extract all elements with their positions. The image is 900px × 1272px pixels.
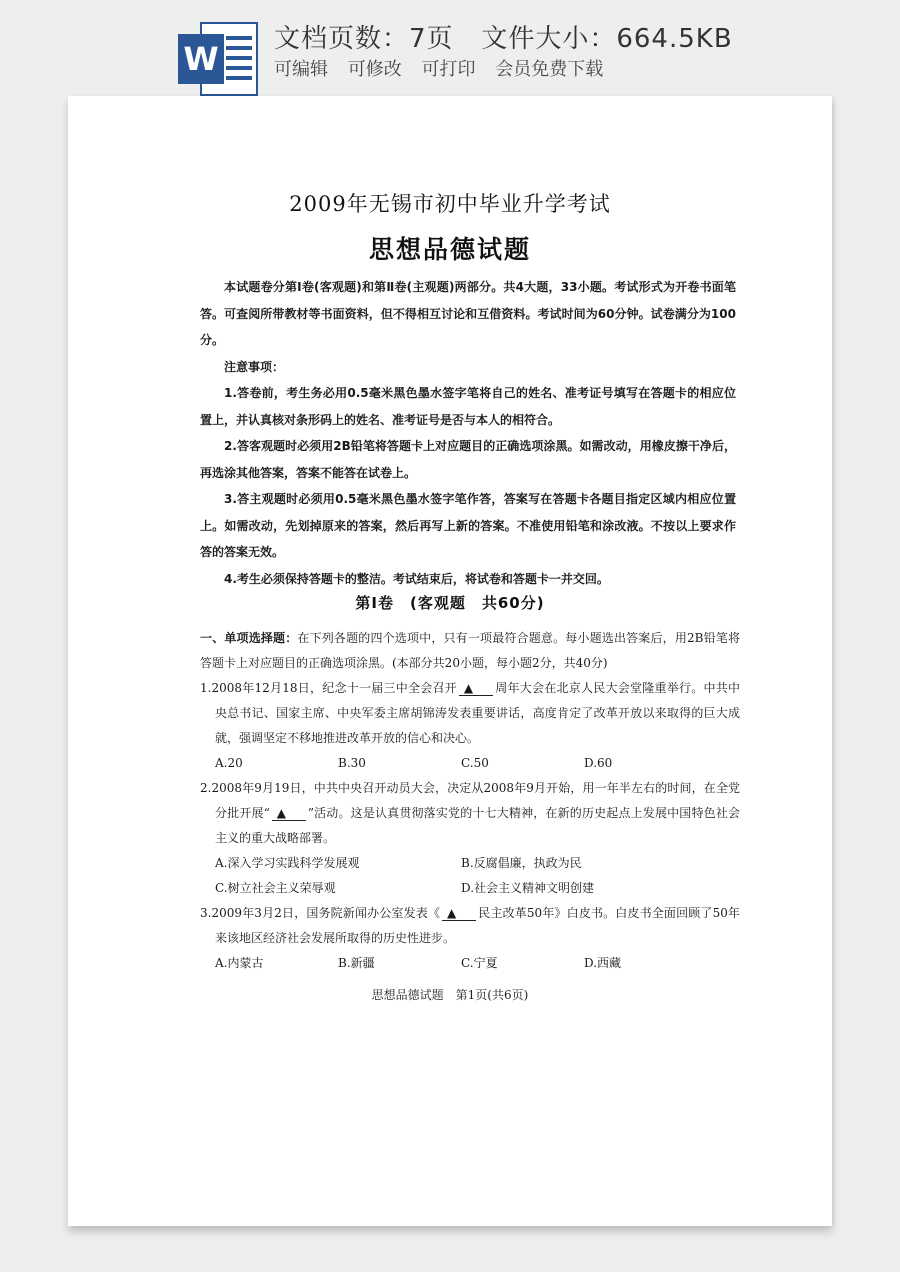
question-text: 3.2009年3月2日，国务院新闻办公室发表《 <box>200 906 441 920</box>
question-2-options-row1 <box>200 851 740 876</box>
option: D.西藏 <box>584 956 622 970</box>
question-3-options <box>200 951 740 976</box>
document-page <box>68 96 832 1226</box>
option: D.60 <box>584 756 613 770</box>
tag-editable: 可编辑 <box>274 59 328 80</box>
option: C.宁夏 <box>461 956 498 970</box>
answer-blank: ▲ <box>459 681 493 696</box>
question-2-options-row2 <box>200 876 740 901</box>
question-text: 1.2008年12月18日，纪念十一届三中全会召开 <box>200 681 458 695</box>
notes-heading: 注意事项： <box>224 359 285 374</box>
word-document-icon <box>178 22 258 96</box>
note-item: 3.答主观题时必须用0.5毫米黑色墨水签字笔作答，答案写在答题卡各题目指定区域内相应位置上。如需改动，先划掉原来的答案，然后再写上新的答案。不准使用铅笔和涂改液。不按以上要求作答的答案无效。 <box>200 492 736 559</box>
page-footer: 思想品德试题 第1页(共6页) <box>371 988 529 1002</box>
exam-title: 2009年无锡市初中毕业升学考试 <box>289 192 611 216</box>
question-text: 2.2008年9月19日，中共中央召开动员大会，决定从2008年9月开始，用一年半左右的时间，在全党分批开展“ <box>200 781 740 820</box>
option: B.反腐倡廉，执政为民 <box>461 856 582 870</box>
question-text: ”活动。这是认真贯彻落实党的十七大精神，在新的历史起点上发展中国特色社会主义的重大战略部署。 <box>215 806 740 845</box>
part-instructions <box>200 626 740 676</box>
feature-tags <box>274 55 613 81</box>
option: B.新疆 <box>338 956 375 970</box>
part-instruction-text: 在下列各题的四个选项中，只有一项最符合题意。每小题选出答案后，用2B铅笔将答题卡上对应题目的正确选项涂黑。(本部分共20小题，每小题2分，共40分) <box>200 631 740 670</box>
exam-instructions <box>200 274 736 592</box>
subject-title: 思想品德试题 <box>368 235 531 264</box>
tag-printable: 可打印 <box>421 59 476 80</box>
option: A.内蒙古 <box>215 956 264 970</box>
question-1-options <box>200 751 740 776</box>
word-logo-letter: W <box>178 34 224 84</box>
intro-paragraph: 本试题卷分第Ⅰ卷(客观题)和第Ⅱ卷(主观题)两部分。共4大题，33小题。考试形式为开卷书面笔答。可查阅所带教材等书面资料，但不得相互讨论和互借资料。考试时间为60分钟。试卷满分为100分。 <box>200 280 736 347</box>
question-1 <box>200 676 740 751</box>
answer-blank: ▲ <box>272 806 306 821</box>
question-text: 周年大会在北京人民大会堂隆重举行。中共中央总书记、国家主席、中央军委主席胡锦涛发表重要讲话，高度肯定了改革开放以来取得的巨大成就，强调坚定不移地推进改革开放的信心和决心。 <box>215 681 740 745</box>
tag-modifiable: 可修改 <box>347 59 402 80</box>
question-list <box>200 626 740 976</box>
option: D.社会主义精神文明创建 <box>461 881 595 895</box>
answer-blank: ▲ <box>442 906 476 921</box>
question-text: 民主改革50年》白皮书。白皮书全面回顾了50年来该地区经济社会发展所取得的历史性进步。 <box>215 906 740 945</box>
download-banner <box>0 0 900 96</box>
note-item: 4.考生必须保持答题卡的整洁。考试结束后，将试卷和答题卡一并交回。 <box>224 571 609 586</box>
note-item: 1.答卷前，考生务必用0.5毫米黑色墨水签字笔将自己的姓名、准考证号填写在答题卡的相应位置上，并认真核对条形码上的姓名、准考证号是否与本人的相符合。 <box>200 386 736 427</box>
option: B.30 <box>338 756 366 770</box>
question-3 <box>200 901 740 951</box>
tag-member-download[interactable]: 会员免费下载 <box>495 59 604 80</box>
note-item: 2.答客观题时必须用2B铅笔将答题卡上对应题目的正确选项涂黑。如需改动，用橡皮擦干净后，再选涂其他答案，答案不能答在试卷上。 <box>200 439 736 480</box>
option: A.深入学习实践科学发展观 <box>215 856 360 870</box>
option: A.20 <box>215 756 243 770</box>
part-lead: 一、单项选择题： <box>200 631 298 645</box>
file-info: 文档页数：7页 文件大小：664.5KB <box>274 24 733 54</box>
question-2 <box>200 776 740 851</box>
option: C.树立社会主义荣辱观 <box>215 881 336 895</box>
option: C.50 <box>461 756 489 770</box>
section-title: 第Ⅰ卷 (客观题 共60分) <box>355 594 545 612</box>
